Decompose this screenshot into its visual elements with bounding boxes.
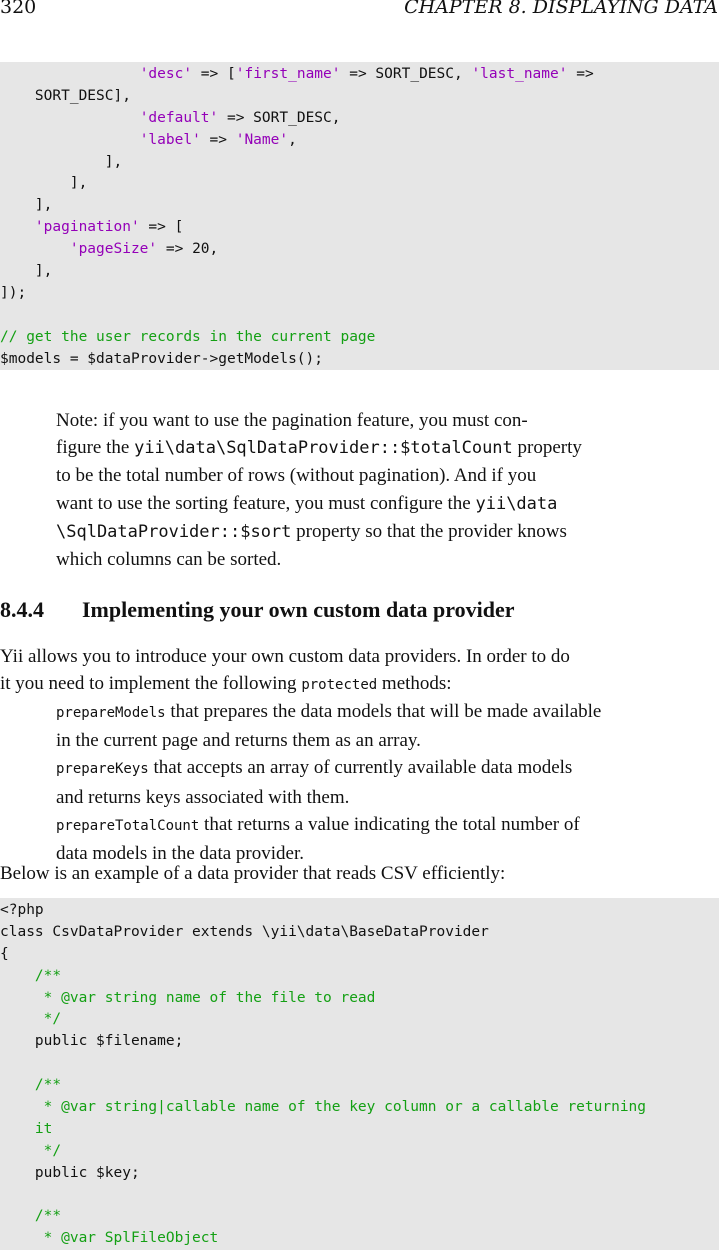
code-token <box>0 219 35 235</box>
note-line: to be the total number of rows (without pagination). And if you <box>56 465 537 487</box>
method-name: prepareTotalCount <box>56 817 200 834</box>
code-line <box>0 1053 719 1075</box>
code-token: => SORT_DESC, <box>340 66 472 82</box>
note-line: property so that the provider knows <box>291 520 567 542</box>
code-token: ], <box>0 197 53 214</box>
code-comment: */ <box>43 1011 62 1028</box>
code-token <box>0 1143 44 1159</box>
intro-paragraph <box>0 643 719 699</box>
code-token <box>0 1121 35 1137</box>
code-token: => SORT_DESC, <box>218 109 341 126</box>
code-token <box>0 241 70 257</box>
code-line <box>0 900 719 922</box>
code-token: ], <box>0 153 123 170</box>
code-token: , <box>288 131 297 148</box>
code-token: <?php <box>0 902 44 918</box>
code-line <box>0 1009 719 1031</box>
code-token: ], <box>0 175 88 192</box>
code-token <box>0 1011 44 1027</box>
intro-code: protected <box>301 677 378 694</box>
note-paragraph <box>56 407 663 573</box>
code-comment: // get the user records in the current page <box>0 328 376 345</box>
code-line <box>0 152 719 174</box>
note-line: which columns can be sorted. <box>56 549 282 571</box>
code-token <box>0 968 35 984</box>
intro-line: methods: <box>377 673 452 695</box>
code-token <box>0 132 140 148</box>
code-block-top <box>0 62 719 370</box>
section-heading <box>0 597 719 623</box>
method-item <box>56 754 719 810</box>
code-token: public $key; <box>0 1164 140 1181</box>
code-string: 'default' <box>139 109 219 126</box>
code-string: 'last_name' <box>471 66 568 82</box>
code-comment: * @var SplFileObject <box>43 1230 219 1247</box>
code-string: 'desc' <box>139 66 193 82</box>
code-line <box>0 349 719 371</box>
code-token: SORT_DESC], <box>0 87 131 104</box>
code-line <box>0 327 719 349</box>
code-line <box>0 283 719 305</box>
code-line <box>0 195 719 217</box>
code-line <box>0 988 719 1010</box>
code-token: ], <box>0 263 53 280</box>
section-title: Implementing your own custom data provider <box>82 597 515 622</box>
code-line <box>0 1185 719 1207</box>
code-block-bottom <box>0 898 719 1250</box>
page-number: 320 <box>0 0 37 18</box>
method-list <box>56 698 719 867</box>
code-token: ]); <box>0 284 27 301</box>
code-line <box>0 922 719 944</box>
code-comment: /** <box>34 1208 62 1225</box>
code-string: 'label' <box>139 131 201 148</box>
code-line <box>0 108 719 130</box>
code-string: 'first_name' <box>235 66 341 82</box>
code-line <box>0 1119 719 1141</box>
code-line <box>0 173 719 195</box>
code-line <box>0 1031 719 1053</box>
code-string: 'pagination' <box>34 219 140 236</box>
intro-line: Yii allows you to introduce your own custom data providers. In order to do <box>0 646 570 667</box>
code-token: => <box>567 66 594 82</box>
code-line <box>0 239 719 261</box>
code-comment: /** <box>34 1077 62 1094</box>
note-line: property <box>512 437 582 459</box>
code-token <box>0 110 140 126</box>
chapter-title: CHAPTER 8. DISPLAYING DATA <box>404 0 718 18</box>
code-string: 'Name' <box>235 131 289 148</box>
page-header <box>0 0 719 24</box>
code-line <box>0 217 719 239</box>
code-token: $models = $dataProvider->getModels(); <box>0 350 324 367</box>
code-line <box>0 1163 719 1185</box>
code-line <box>0 944 719 966</box>
code-line <box>0 86 719 108</box>
note-line: figure the <box>56 437 135 459</box>
method-name: prepareKeys <box>56 761 149 778</box>
code-token: => 20, <box>157 241 219 258</box>
code-line <box>0 261 719 283</box>
method-name: prepareModels <box>56 705 166 721</box>
method-desc: data models in the data provider. <box>56 843 304 865</box>
code-line <box>0 966 719 988</box>
code-line <box>0 1097 719 1119</box>
code-line <box>0 1075 719 1097</box>
outro-paragraph <box>0 860 719 887</box>
note-code: \SqlDataProvider::$sort <box>56 521 292 542</box>
outro-line: Below is an example of a data provider that reads CSV efficiently: <box>0 863 506 884</box>
section-number: 8.4.4 <box>0 597 44 622</box>
code-comment: * @var string name of the file to read <box>43 989 376 1006</box>
code-comment: * @var string|callable name of the key column or a callable returning <box>43 1099 647 1116</box>
method-desc: in the current page and returns them as an array. <box>56 730 421 752</box>
code-token: => [ <box>192 66 236 82</box>
code-token <box>0 990 44 1006</box>
code-token <box>0 1208 35 1224</box>
code-line <box>0 130 719 152</box>
code-line <box>0 1228 719 1250</box>
note-code: yii\data <box>475 493 558 514</box>
code-token <box>0 1099 44 1115</box>
code-token: public $filename; <box>0 1033 184 1050</box>
code-line <box>0 1141 719 1163</box>
note-line: Note: if you want to use the pagination feature, you must con- <box>56 410 528 431</box>
code-token <box>0 66 140 82</box>
code-comment: it <box>34 1120 53 1137</box>
note-line: want to use the sorting feature, you must configure the <box>56 492 476 514</box>
code-token: => <box>200 131 236 148</box>
code-line <box>0 1206 719 1228</box>
code-comment: */ <box>43 1142 62 1159</box>
note-code: yii\data\SqlDataProvider::$totalCount <box>134 438 513 459</box>
method-desc: that prepares the data models that will be made available <box>165 701 602 722</box>
method-desc: that accepts an array of currently available data models <box>148 757 573 779</box>
method-desc: that returns a value indicating the total number of <box>199 813 580 835</box>
code-line <box>0 305 719 327</box>
code-token: class CsvDataProvider extends \yii\data\BaseDataProvider <box>0 923 489 940</box>
method-item <box>56 698 719 754</box>
code-line <box>0 64 719 86</box>
method-desc: and returns keys associated with them. <box>56 786 350 808</box>
code-token: { <box>0 945 9 962</box>
code-token <box>0 1230 44 1246</box>
code-string: 'pageSize' <box>69 241 158 258</box>
code-token: => [ <box>139 219 184 236</box>
code-token <box>0 1077 35 1093</box>
code-comment: /** <box>34 967 62 984</box>
intro-line: it you need to implement the following <box>0 673 302 695</box>
method-item <box>56 811 719 867</box>
